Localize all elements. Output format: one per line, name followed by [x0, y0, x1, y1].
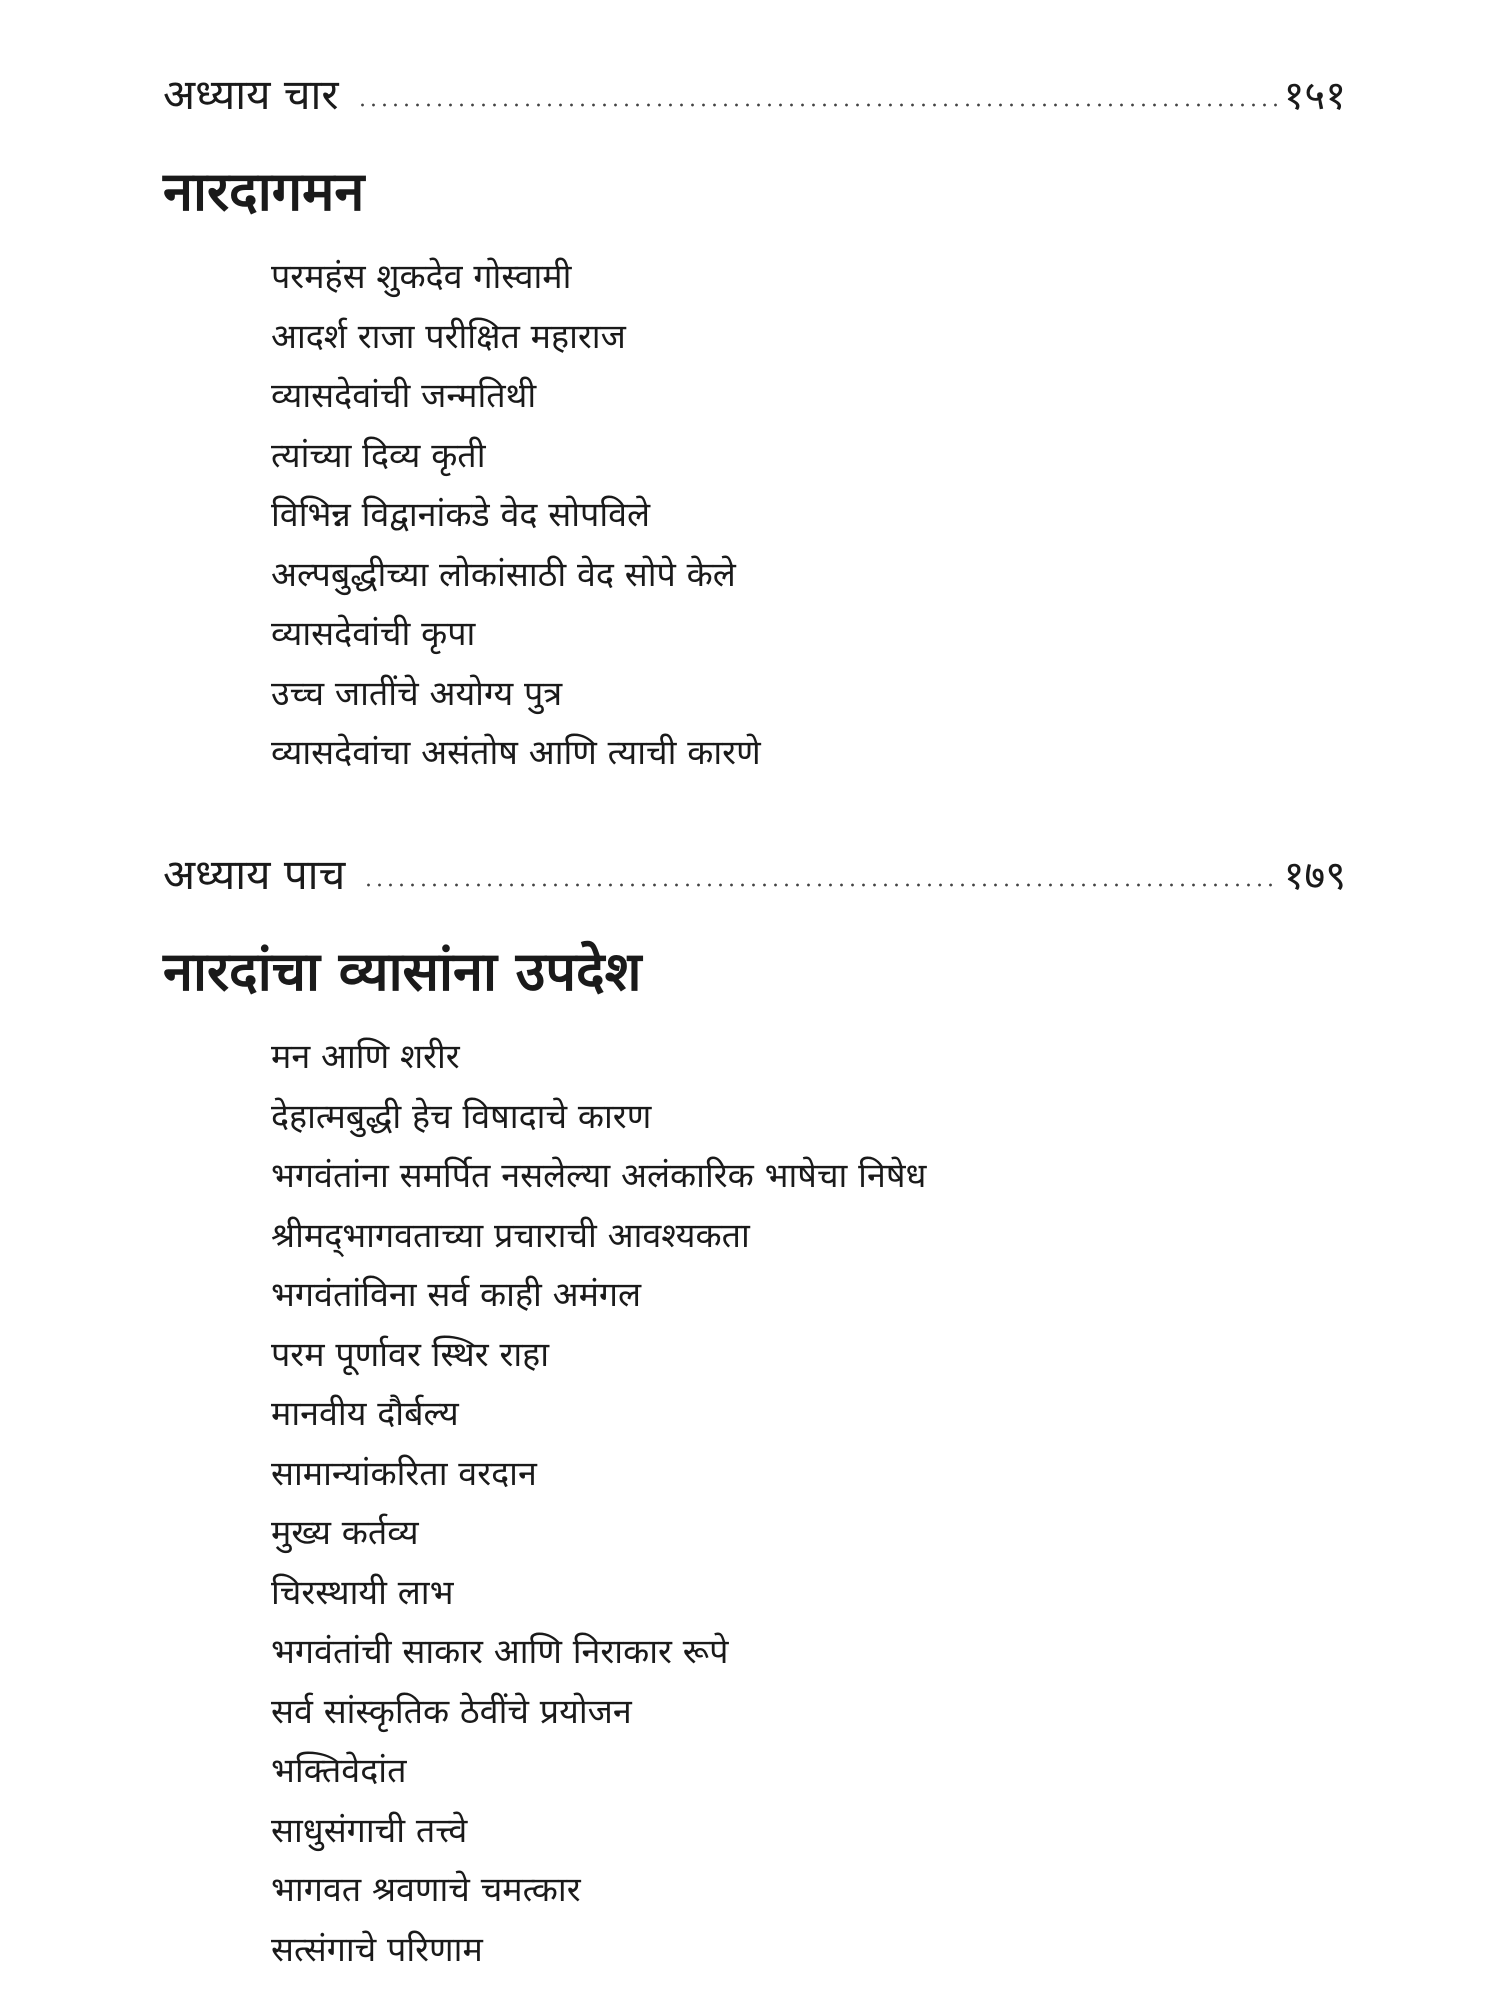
topic-item: मुख्य कर्तव्य — [271, 1513, 419, 1553]
topic-item: भगवंतांची साकार आणि निराकार रूपे — [271, 1632, 729, 1672]
topic-item: मन आणि शरीर — [271, 1037, 460, 1077]
dot-leader — [357, 103, 1278, 107]
chapter-header — [163, 832, 1346, 899]
topic-item: अल्पबुद्धीच्या लोकांसाठी वेद सोपे केले — [271, 554, 736, 595]
topic-item: चिरस्थायी लाभ — [271, 1572, 454, 1613]
chapter-title: नारदागमन — [163, 160, 365, 223]
topic-item: साधुसंगाची तत्त्वे — [271, 1810, 468, 1851]
topic-item: उच्च जातींचे अयोग्य पुत्र — [271, 673, 563, 714]
topic-list — [271, 1028, 926, 1980]
topic-item: आदर्श राजा परीक्षित महाराज — [271, 316, 626, 357]
dot-leader — [363, 883, 1277, 887]
chapter-header — [163, 52, 1346, 119]
topic-item: परम पूर्णावर स्थिर राहा — [271, 1334, 550, 1375]
topic-item: सत्संगाचे परिणाम — [271, 1929, 483, 1970]
topic-item: भक्तिवेदांत — [271, 1751, 407, 1791]
topic-item: श्रीमद्‌भागवताच्या प्रचाराची आवश्यकता — [271, 1215, 750, 1256]
topic-item: विभिन्न विद्वानांकडे वेद सोपविले — [271, 495, 651, 535]
chapter-label: अध्याय चार — [163, 70, 339, 119]
topic-item: व्यासदेवांची कृपा — [271, 614, 476, 654]
topic-item: व्यासदेवांची जन्मतिथी — [271, 376, 537, 416]
topic-item: सामान्यांकरिता वरदान — [271, 1453, 537, 1494]
topic-item: देहात्मबुद्धी हेच विषादाचे कारण — [271, 1096, 652, 1137]
topic-item: त्यांच्या दिव्य कृती — [271, 435, 486, 476]
chapter-page-number: १५१ — [1283, 73, 1346, 119]
chapter-title: नारदांचा व्यासांना उपदेश — [163, 940, 642, 1003]
topic-item: सर्व सांस्कृतिक ठेवींचे प्रयोजन — [271, 1691, 632, 1732]
chapter-page-number: १७९ — [1283, 853, 1346, 899]
topic-item: भगवंतांना समर्पित नसलेल्या अलंकारिक भाषेचा निषेध — [271, 1156, 927, 1196]
topic-list — [271, 248, 761, 784]
topic-item: भगवंतांविना सर्व काही अमंगल — [271, 1275, 642, 1315]
chapter-label: अध्याय पाच — [163, 850, 346, 899]
topic-item: भागवत श्रवणाचे चमत्कार — [271, 1870, 581, 1910]
chapter-four-section — [163, 52, 1346, 773]
topic-item: व्यासदेवांचा असंतोष आणि त्याची कारणे — [271, 733, 761, 773]
topic-item: परमहंस शुकदेव गोस्वामी — [271, 257, 572, 297]
chapter-five-section — [163, 832, 1346, 1970]
topic-item: मानवीय दौर्बल्य — [271, 1394, 459, 1434]
